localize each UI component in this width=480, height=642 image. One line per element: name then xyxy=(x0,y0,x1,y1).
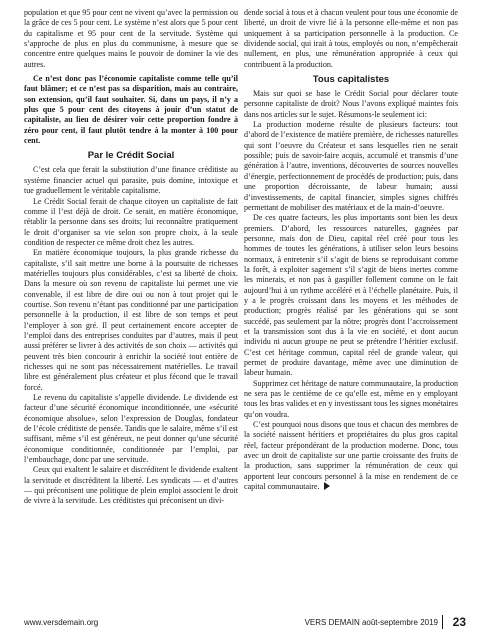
page-number: 23 xyxy=(452,615,466,629)
section-heading: Par le Crédit Social xyxy=(87,150,175,162)
paragraph: En matière économique toujours, la plus grande richesse du capitaliste, s’il sait mettre une borne à la poursuite de richesses matérielles toujours plus considérables, c’est sa liberté de choix. Dans la mesure où son revenu de capitaliste lui permet une vie convenable, il est libre de dire oui ou non à tout projet qui le courtise. Son revenu n’étant pas conditionné par une participation personnelle à la production, il est libre de son temps et peut l’employer à son gré. Il peut certainement encore accepter de l’emploi dans des entreprises conduites par d’autres, mais il peut aussi préférer se livrer à des activités de son choix — activités qui peuvent très bien concourir à enrichir la société tout entière de richesses qui ne sont pas nécessairement matérielles. Le travail libre est généralement plus créateur et plus fécond que le travail forcé. xyxy=(24,248,238,392)
page-footer xyxy=(24,615,466,629)
paragraph: Le Crédit Social ferait de chaque citoyen un capitaliste de fait comme il l’est déjà de droit. Ce serait, en matière économique, rétablir la personne dans ses droits; lui reconnaître pratiquement le droit d’organiser sa vie selon son propre choix, à la seule condition de respecter ce même droit chez les autres. xyxy=(24,196,238,247)
right-column xyxy=(244,8,458,492)
paragraph: dende social à tous et à chacun veulent pour tous une économie de liberté, un droit de vivre lié à la personne elle-même et non pas uniquement à sa participation personnelle à la production. Ce dividende social, qui irait à tous, employés ou non, n’empêcherait nullement, en plus, une rémunération appropriée à ceux qui contribuent à la production. xyxy=(244,8,458,69)
paragraph: Mais sur quoi se base le Crédit Social pour déclarer toute personne capitaliste de droit? Nous l’avons expliqué maintes fois dans nos articles sur le sujet. Résumons-le seulement ici: xyxy=(244,89,458,119)
paragraph: population et que 95 pour cent ne vivent qu’avec la permission ou la grâce de ces 5 pour cent. Le système n’est alors que 5 pour cent du capitalisme et 95 pour cent de la servitude. Système qui s’approche de plus en plus du communisme, à mesure que se concentre entre quelques mains le pouvoir de dominer la vie des autres. xyxy=(24,8,238,69)
paragraph: Ceux qui exaltent le salaire et discréditent le dividende exaltent la servitude et discréditent la liberté. Les syndicats — et d’autres — qui préconisent une politique de plein emploi associent le droit de vivre à la servitude. Les créditistes qui préconisent un divi- xyxy=(24,465,238,506)
continue-arrow-icon xyxy=(324,482,330,490)
paragraph: C’est cela que ferait la substitution d’une finance créditiste au système financier actuel qui parasite, puis domine, intoxique et tue graduellement le véritable capitalisme. xyxy=(24,165,238,196)
magazine-issue: VERS DEMAIN août-septembre 2019 xyxy=(304,618,438,627)
left-column xyxy=(24,8,238,507)
paragraph-last xyxy=(244,420,458,492)
paragraph: La production moderne résulte de plusieurs facteurs: tout d’abord de l’existence de matière première, de richesses naturelles qui sont l’oeuvre du Créateur et sans lesquelles rien ne serait possible; puis de savoir-faire acquis, accumulé et transmis d’une génération à l’autre, inventions, découvertes de sources nouvelles d’énergie, perfectionnement de procédés de production; puis, dans une proportion décroissante, de labeur humain; aussi d’investissements, de capital financier, simples signes chiffrés permettant de mobiliser des matériaux et de la main-d’oeuvre. xyxy=(244,120,458,212)
paragraph: Le revenu du capitaliste s’appelle dividende. Le dividende est facteur d’une sécurité économique inconditionnée, une «sécurité économique absolue», selon l’expression de Douglas, fondateur de l’école créditiste de pensée. Tandis que le salaire, même s’il est suffisant, même s’il est généreux, ne peut donner qu’une sécurité économique conditionnée, conditionnée par l’emploi, par l’embauchage, donc par une servitude. xyxy=(24,393,238,465)
paragraph-text: C’est pourquoi nous disons que tous et chacun des membres de la société naissent héritiers et propriétaires du plus gros capital réel, facteur prépondérant de la production moderne. Donc, tous avec un droit de capitaliste sur une partie croissante des fruits de la production, sans supprimer la rémunération de ceux qui apportent leur concours personnel à la mise en rendement de ce capital communautaire. xyxy=(244,420,458,492)
paragraph: De ces quatre facteurs, les plus importants sont bien les deux premiers. D’abord, les ressources naturelles, gagnées par personne, mais don de Dieu, capital réel créé pour tous les hommes de toutes les générations, à utiliser selon leurs besoins normaux, à entretenir s’il s’agit de biens se reproduisant comme la forêt, à exploiter sagement s’il s’agit de biens inertes comme les minerais, et non pas à gaspiller follement comme on le fait aujourd’hui à un rythme accéléré et à l’échelle planétaire. Puis, il y a le progrès croissant dans les moyens et les méthodes de production; progrès réalisé par les générations qui se sont succédé, pas seulement par la nôtre; progrès dont l’accroissement et la transmission sont dus à la vie en société, et dont aucun individu ni aucun groupe ne peut se prétendre l’héritier exclusif. C’est cet héritage commun, capital réel de grande valeur, qui permet de produire davantage, même avec une diminution de labeur humain. xyxy=(244,213,458,378)
footer-divider xyxy=(442,615,444,629)
bold-paragraph: Ce n’est donc pas l’économie capitaliste comme telle qu’il faut blâmer; et ce n’est pas sa disparition, mais au contraire, son extension, qu’il faut souhaiter. Si, dans un pays, il n’y a plus que 5 pour cent des citoyens à jouir d’un statut de capitaliste, au lieu de désirer voir cette proportion fondre à zéro pour cent, il faut plutôt tendre à la monter à 100 pour cent. xyxy=(24,74,238,146)
website-link[interactable]: www.versdemain.org xyxy=(24,618,99,627)
paragraph: Supprimez cet héritage de nature communautaire, la production ne sera pas le centième de ce qu’elle est, même en y employant tous les bras valides et en y investissant tous les signes monétaires qu’on voudra. xyxy=(244,378,458,419)
section-heading: Tous capitalistes xyxy=(312,74,390,86)
